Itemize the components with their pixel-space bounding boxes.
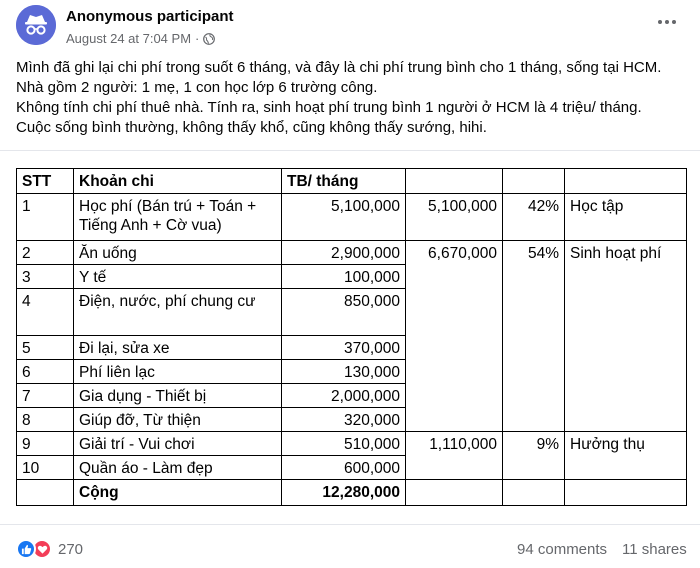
cell-group-empty	[406, 289, 503, 336]
cell-stt: 10	[17, 456, 74, 480]
cell-item: Ăn uống	[74, 241, 282, 265]
cell-amount: 370,000	[282, 336, 406, 360]
cell-stt: 6	[17, 360, 74, 384]
post-timestamp[interactable]: August 24 at 7:04 PM	[66, 31, 192, 46]
comments-count-link[interactable]: 94 comments	[517, 541, 608, 558]
cell-group-empty	[406, 336, 503, 360]
cell-group-total: 6,670,000	[406, 241, 503, 265]
cell-amount: 100,000	[282, 265, 406, 289]
cell-item: Quần áo - Làm đẹp	[74, 456, 282, 480]
cell-stt: 7	[17, 384, 74, 408]
cell-category: Học tập	[565, 194, 687, 241]
cell-item-line: Tiếng Anh + Cờ vua)	[79, 217, 222, 234]
table-row	[17, 408, 687, 432]
cell-stt: 9	[17, 432, 74, 456]
cell-item: Phí liên lạc	[74, 360, 282, 384]
post-text-line: Cuộc sống bình thường, không thấy khổ, cũng không thấy sướng, hihi.	[16, 119, 487, 136]
cell-group-empty	[503, 265, 565, 289]
cell-amount: 600,000	[282, 456, 406, 480]
cell-stt: 5	[17, 336, 74, 360]
cell-group-empty	[503, 336, 565, 360]
cell-group-empty	[406, 456, 503, 480]
cell-item: Gia dụng - Thiết bị	[74, 384, 282, 408]
table-row	[17, 241, 687, 265]
table-row	[17, 384, 687, 408]
cell-empty	[406, 480, 503, 506]
cell-item	[74, 194, 282, 241]
post-image[interactable]	[0, 150, 700, 525]
cell-item: Y tế	[74, 265, 282, 289]
cell-stt: 1	[17, 194, 74, 241]
ellipsis-icon-dot	[672, 20, 676, 24]
cell-group-empty	[503, 456, 565, 480]
header-empty	[406, 169, 503, 194]
table-row	[17, 289, 687, 336]
header-empty	[565, 169, 687, 194]
cell-item: Điện, nước, phí chung cư	[74, 289, 282, 336]
post-text-line: Nhà gồm 2 người: 1 mẹ, 1 con học lớp 6 trường công.	[16, 79, 378, 96]
table-row	[17, 336, 687, 360]
table-header-row	[17, 169, 687, 194]
cell-amount: 5,100,000	[282, 194, 406, 241]
cell-group-total: 1,110,000	[406, 432, 503, 456]
shares-count-link[interactable]: 11 shares	[622, 541, 687, 558]
cell-group-empty	[503, 408, 565, 432]
incognito-icon	[16, 5, 56, 45]
cell-group-empty	[406, 384, 503, 408]
post-footer	[0, 535, 700, 565]
cell-stt: 4	[17, 289, 74, 336]
cell-item: Giải trí - Vui chơi	[74, 432, 282, 456]
table-row	[17, 360, 687, 384]
cell-category: Hưởng thụ	[565, 432, 687, 456]
post-text-line: Không tính chi phí thuê nhà. Tính ra, sinh hoạt phí trung bình 1 người ở HCM là 4 triệu/ tháng.	[16, 99, 642, 116]
cell-item: Đi lại, sửa xe	[74, 336, 282, 360]
header-empty	[503, 169, 565, 194]
cell-stt-empty	[17, 480, 74, 506]
cell-group-empty	[406, 408, 503, 432]
total-amount: 12,280,000	[282, 480, 406, 506]
cell-group-empty	[503, 360, 565, 384]
table-row	[17, 456, 687, 480]
cell-group-empty	[565, 456, 687, 480]
cell-percent: 42%	[503, 194, 565, 241]
expense-table	[16, 168, 687, 506]
cell-group-empty	[565, 408, 687, 432]
cell-stt: 2	[17, 241, 74, 265]
cell-amount: 2,900,000	[282, 241, 406, 265]
cell-empty	[565, 480, 687, 506]
cell-group-empty	[565, 384, 687, 408]
meta-separator: ·	[195, 31, 200, 46]
table-row	[17, 194, 687, 241]
header-stt: STT	[17, 169, 74, 194]
reactions-summary[interactable]	[16, 539, 83, 559]
cell-percent: 9%	[503, 432, 565, 456]
table-row	[17, 432, 687, 456]
cell-group-empty	[503, 289, 565, 336]
cell-group-total: 5,100,000	[406, 194, 503, 241]
reaction-count: 270	[58, 540, 84, 558]
like-reaction-icon	[16, 539, 36, 559]
table-row	[17, 265, 687, 289]
cell-empty	[503, 480, 565, 506]
ellipsis-icon-dot	[665, 20, 669, 24]
cell-group-empty	[565, 360, 687, 384]
cell-group-empty	[565, 289, 687, 336]
cell-group-empty	[406, 265, 503, 289]
cell-amount: 510,000	[282, 432, 406, 456]
cell-item: Giúp đỡ, Từ thiện	[74, 408, 282, 432]
post-text-line: Mình đã ghi lại chi phí trong suốt 6 tháng, và đây là chi phí trung bình cho 1 tháng, sống tại HCM.	[16, 59, 662, 76]
total-label: Cộng	[74, 480, 282, 506]
cell-item-line: Học phí (Bán trú + Toán +	[79, 198, 257, 215]
post-text	[16, 58, 692, 138]
more-options-button[interactable]	[658, 16, 682, 28]
cell-group-empty	[565, 265, 687, 289]
cell-stt: 3	[17, 265, 74, 289]
header-item: Khoản chi	[74, 169, 282, 194]
table-total-row	[17, 480, 687, 506]
globe-icon	[203, 33, 215, 45]
cell-group-empty	[565, 336, 687, 360]
cell-stt: 8	[17, 408, 74, 432]
avatar[interactable]	[16, 5, 56, 45]
cell-amount: 850,000	[282, 289, 406, 336]
header-amount: TB/ tháng	[282, 169, 406, 194]
cell-amount: 2,000,000	[282, 384, 406, 408]
cell-group-empty	[503, 384, 565, 408]
ellipsis-icon-dot	[658, 20, 662, 24]
cell-group-empty	[406, 360, 503, 384]
cell-amount: 320,000	[282, 408, 406, 432]
cell-percent: 54%	[503, 241, 565, 265]
cell-amount: 130,000	[282, 360, 406, 384]
author-name[interactable]: Anonymous participant	[66, 8, 234, 25]
post-meta	[66, 31, 215, 46]
cell-category: Sinh hoạt phí	[565, 241, 687, 265]
